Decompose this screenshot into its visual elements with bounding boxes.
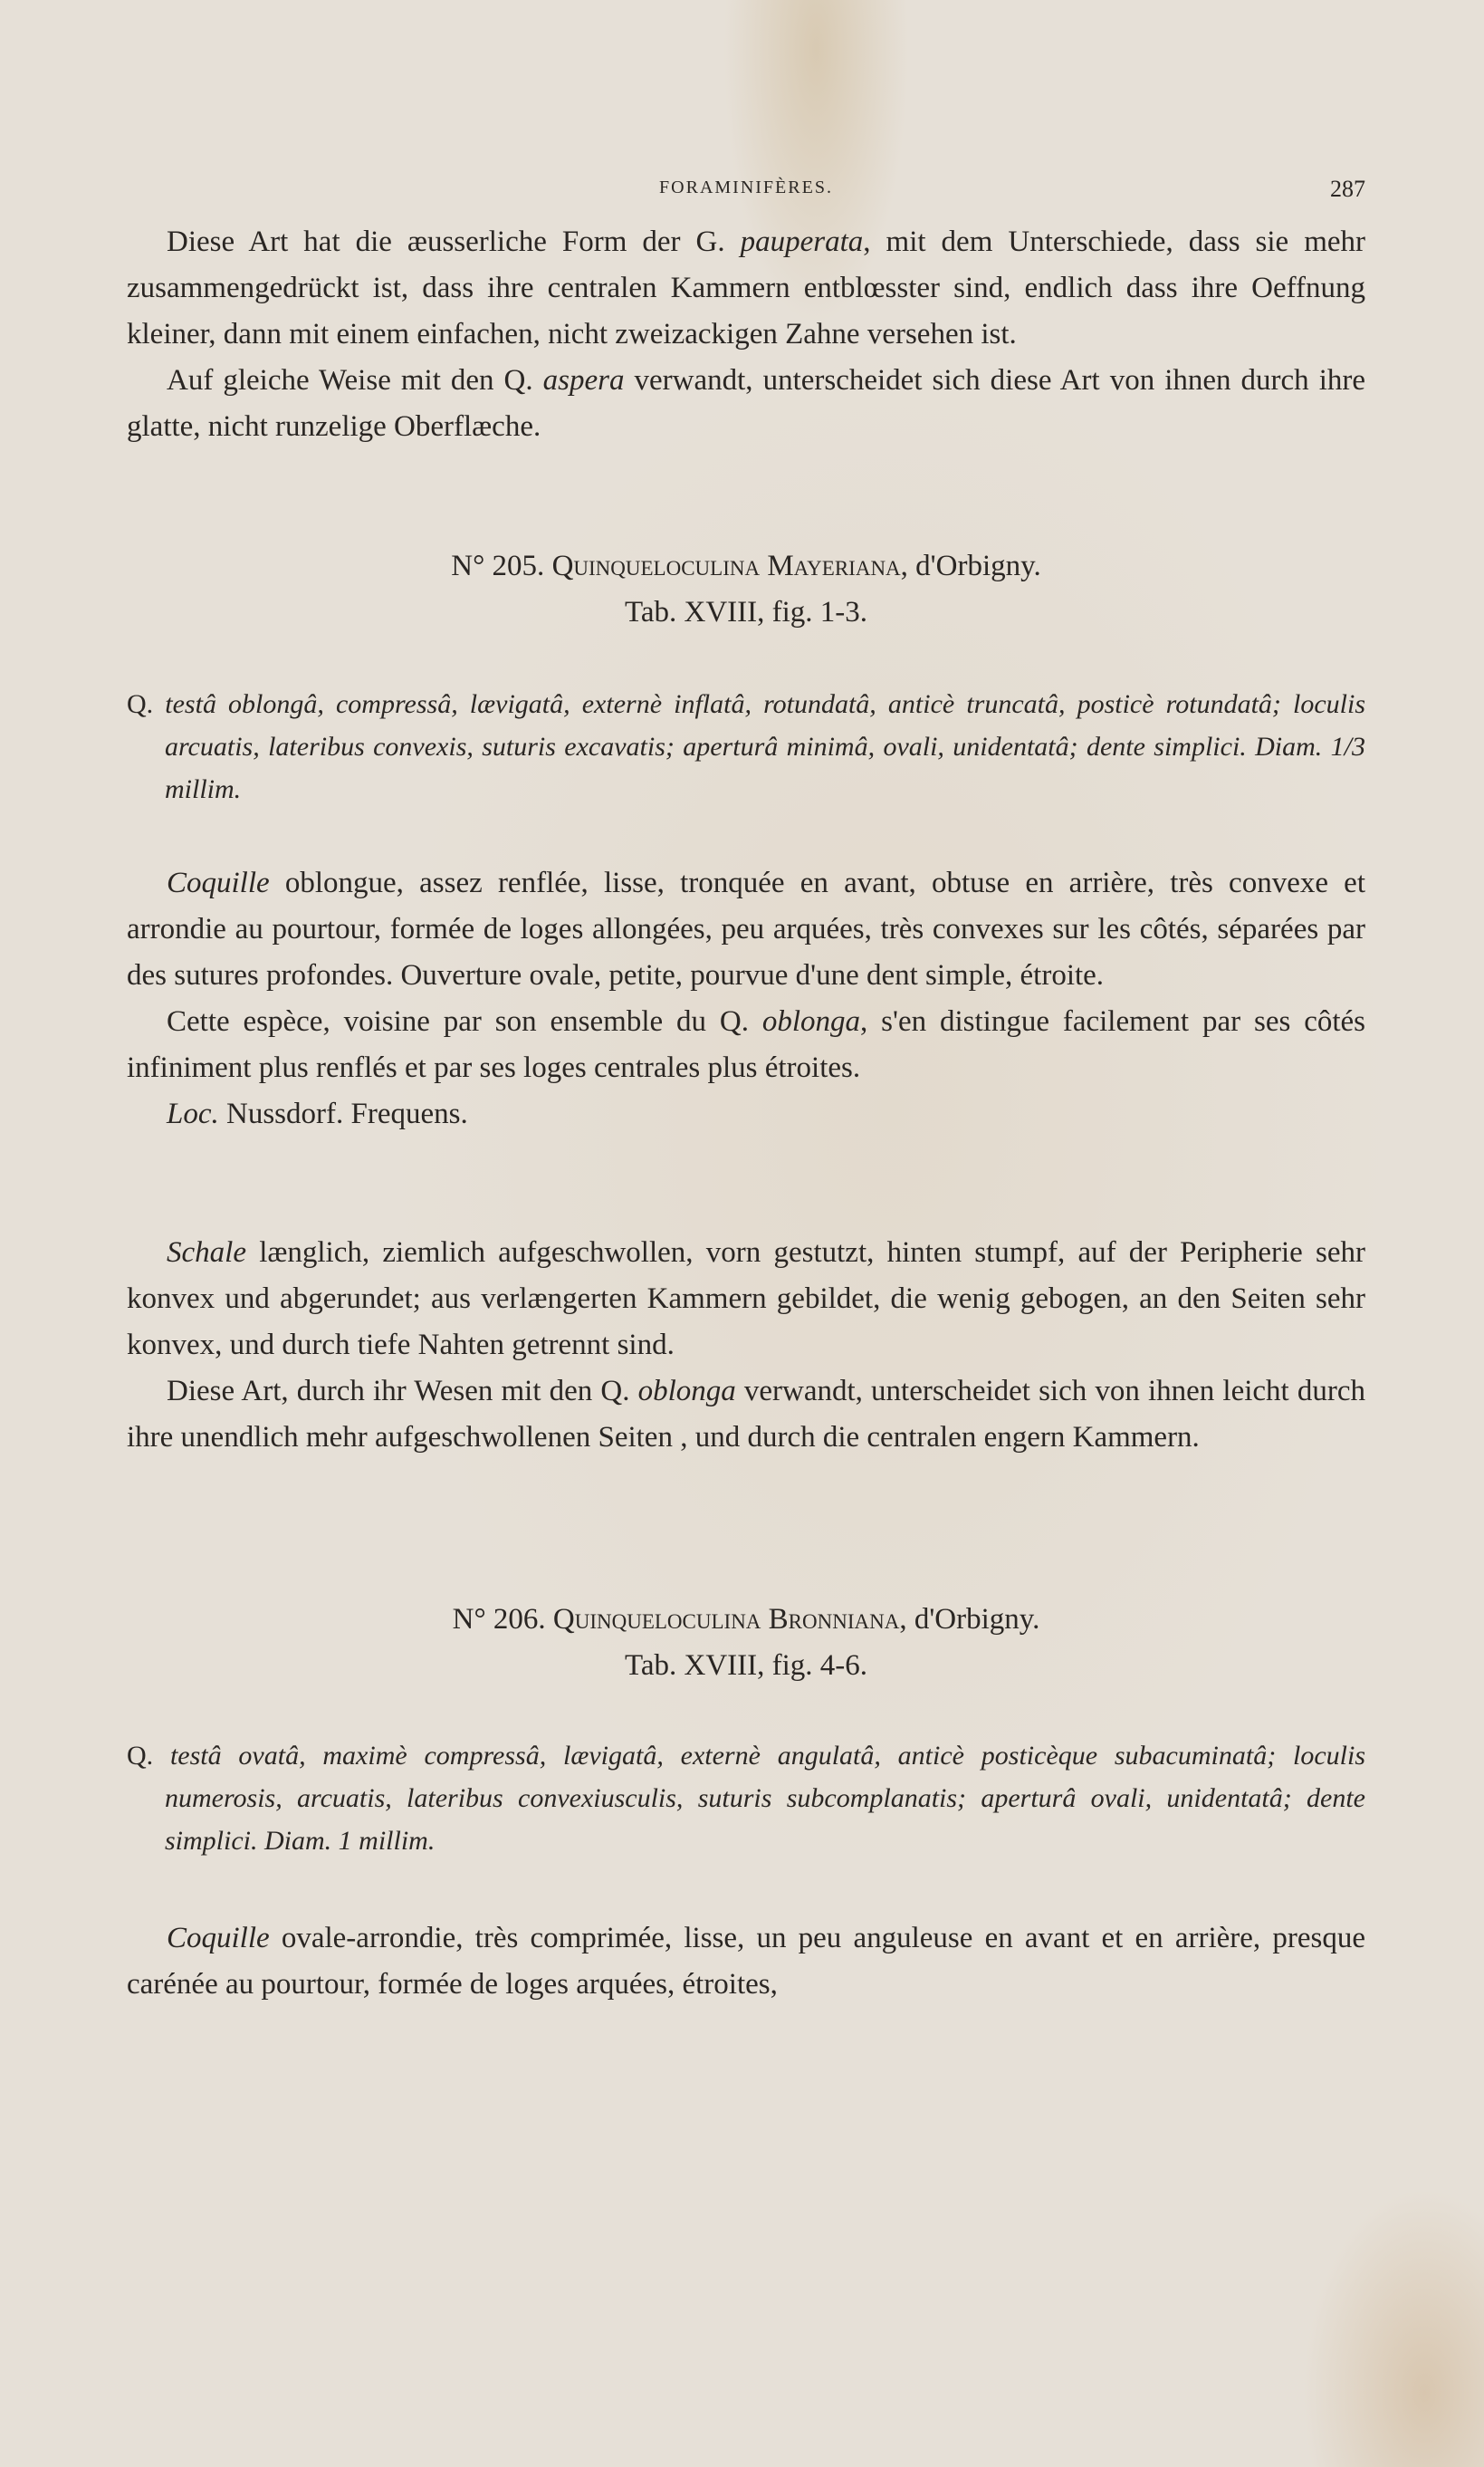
species-206-french bbox=[127, 1915, 1365, 2008]
species-epithet: aspera bbox=[542, 364, 625, 397]
paragraph-de-1 bbox=[127, 219, 1365, 358]
species-205-french bbox=[127, 860, 1365, 1138]
lead-word: Schale bbox=[167, 1236, 246, 1269]
running-title: FORAMINIFÈRES. bbox=[659, 178, 833, 197]
species-name: Quinqueloculina Bronniana bbox=[552, 1603, 900, 1636]
diagnosis-text: testâ oblongâ, compressâ, lævigatâ, externè inflatâ, rotundatâ, anticè truncatâ, posticè rotundatâ; loculis arcuatis, lateribus convexis, suturis excavatis; aperturâ minimâ, ovali, unidentatâ; dente simplici. Diam. 1/3 millim. bbox=[153, 689, 1365, 804]
latin-diagnosis bbox=[127, 683, 1365, 811]
species-epithet: oblonga bbox=[761, 1005, 861, 1038]
paragraph-locality bbox=[127, 1091, 1365, 1138]
species-author: , d'Orbigny. bbox=[900, 550, 1041, 582]
species-number: N° 206. bbox=[452, 1603, 546, 1636]
text-run: længlich, ziemlich aufgeschwollen, vorn gestutzt, hinten stumpf, auf der Peripherie sehr konvex und abgerundet; aus verlængerten Kammern gebildet, die wenig gebogen, an den Seiten sehr konvex, und durch tiefe Nahten getrennt sind. bbox=[127, 1236, 1365, 1361]
species-206-heading bbox=[127, 1597, 1365, 1689]
diagnosis-text: testâ ovatâ, maximè compressâ, lævigatâ, externè angulatâ, anticè posticèque subacuminatâ; loculis numerosis, arcuatis, lateribus convexiusculis, suturis subcomplanatis; aperturâ ovali, unidentatâ; dente simplici. Diam. 1 millim. bbox=[153, 1741, 1365, 1856]
text-run: verwandt, unterscheidet sich diese Art von ihnen durch ihre glatte, nicht runzelige Oberflæche. bbox=[127, 364, 1365, 443]
text-run: , s'en distingue facilement par ses côtés infiniment plus renflés et par ses loges centrales plus étroites. bbox=[127, 1005, 1366, 1084]
text-run: verwandt, unterscheidet sich von ihnen leicht durch ihre unendlich mehr aufgeschwollenen Seiten , und durch die centralen engern Kammern. bbox=[127, 1375, 1365, 1454]
paragraph-de-4 bbox=[127, 1368, 1365, 1461]
paragraph-fr-1 bbox=[127, 860, 1365, 999]
species-author: , d'Orbigny. bbox=[899, 1603, 1040, 1636]
text-run: ovale-arrondie, très comprimée, lisse, un peu anguleuse en avant et en arrière, presque carénée au pourtour, formée de loges arquées, étroites, bbox=[127, 1922, 1365, 2001]
species-205-diagnosis bbox=[127, 683, 1365, 811]
genus-abbrev: Q. bbox=[127, 689, 154, 719]
lead-word: Coquille bbox=[167, 867, 270, 899]
text-run: Auf gleiche Weise mit den Q. bbox=[167, 364, 543, 397]
page-number: 287 bbox=[1330, 176, 1365, 202]
plate-reference: Tab. XVIII, fig. 4-6. bbox=[624, 1649, 868, 1682]
species-title bbox=[127, 543, 1365, 590]
species-number: N° 205. bbox=[451, 550, 545, 582]
text-run: , mit dem Unterschiede, dass sie mehr zusammengedrückt ist, dass ihre centralen Kammern entblœsster sind, endlich dass ihre Oeffnung kleiner, dann mit einem einfachen, nicht zweizackigen Zahne versehen ist. bbox=[127, 226, 1365, 350]
species-name: Quinqueloculina Mayeriana bbox=[551, 550, 901, 582]
text-run: Diese Art hat die æusserliche Form der G. bbox=[167, 226, 741, 258]
species-205-heading bbox=[127, 543, 1365, 636]
latin-diagnosis bbox=[127, 1734, 1365, 1862]
text-run: Cette espèce, voisine par son ensemble du Q. bbox=[167, 1005, 762, 1038]
paragraph-de-2 bbox=[127, 358, 1365, 450]
paragraph-fr-2 bbox=[127, 999, 1365, 1091]
plate-reference: Tab. XVIII, fig. 1-3. bbox=[624, 596, 868, 629]
text-run: oblongue, assez renflée, lisse, tronquée en avant, obtuse en arrière, très convexe et arrondie au pourtour, formée de loges allongées, peu arquées, très convexes sur les côtés, séparées par des sutures profondes. Ouverture ovale, petite, pourvue d'une dent simple, étroite. bbox=[127, 867, 1365, 992]
species-title bbox=[127, 1597, 1365, 1643]
species-epithet: oblonga bbox=[637, 1375, 736, 1407]
text-run: Diese Art, durch ihr Wesen mit den Q. bbox=[167, 1375, 638, 1407]
species-epithet: pauperata bbox=[740, 226, 864, 258]
paragraph-de-3 bbox=[127, 1230, 1365, 1368]
locality-text: Nussdorf. Frequens. bbox=[218, 1098, 468, 1130]
species-206-diagnosis bbox=[127, 1734, 1365, 1862]
species-205-german bbox=[127, 1230, 1365, 1461]
paragraph-fr-3 bbox=[127, 1915, 1365, 2008]
text-block-top bbox=[127, 219, 1365, 450]
locality-label: Loc. bbox=[167, 1098, 219, 1130]
running-head bbox=[127, 178, 1365, 205]
genus-abbrev: Q. bbox=[127, 1741, 154, 1771]
lead-word: Coquille bbox=[167, 1922, 270, 1954]
